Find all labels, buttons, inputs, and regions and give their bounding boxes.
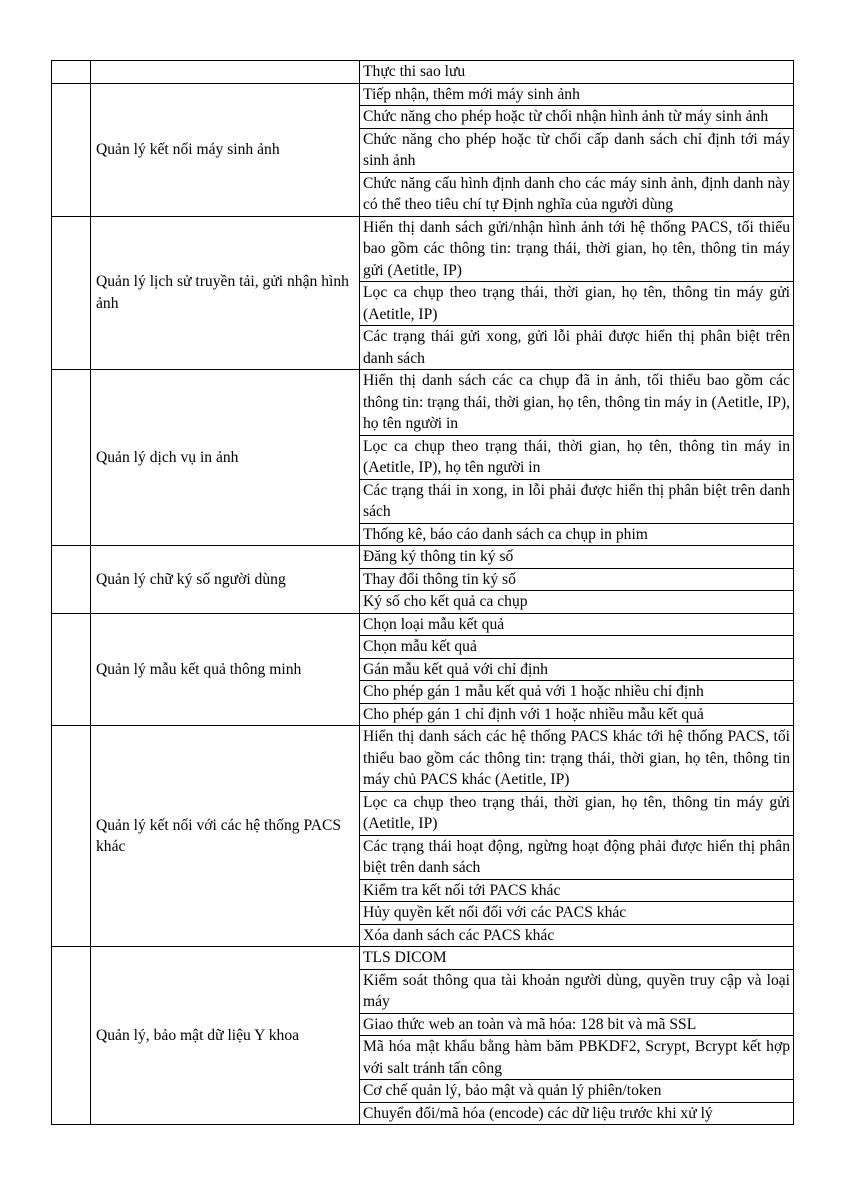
requirement-cell: Chức năng cấu hình định danh cho các máy sinh ảnh, định danh này có thể theo tiêu chí tự Định nghĩa của người dùng bbox=[360, 172, 794, 216]
requirement-cell: Lọc ca chụp theo trạng thái, thời gian, họ tên, thông tin máy gửi (Aetitle, IP) bbox=[360, 282, 794, 326]
table-row bbox=[52, 83, 794, 106]
index-cell bbox=[52, 613, 91, 726]
table-row bbox=[52, 947, 794, 970]
requirement-cell: Hiển thị danh sách gửi/nhận hình ảnh tới hệ thống PACS, tối thiểu bao gồm các thông tin: trạng thái, thời gian, họ tên, thông tin máy gửi (Aetitle, IP) bbox=[360, 216, 794, 282]
requirements-table bbox=[51, 60, 794, 1125]
requirement-cell: Cơ chế quản lý, bảo mật và quản lý phiên/token bbox=[360, 1080, 794, 1103]
requirement-cell: Thay đổi thông tin ký số bbox=[360, 568, 794, 591]
requirement-cell: Tiếp nhận, thêm mới máy sinh ảnh bbox=[360, 83, 794, 106]
table-row bbox=[52, 370, 794, 436]
group-cell: Quản lý chữ ký số người dùng bbox=[91, 546, 360, 614]
requirement-cell: Hiển thị danh sách các ca chụp đã in ảnh, tối thiểu bao gồm các thông tin: trạng thái, thời gian, họ tên, thông tin máy in (Aetitle, IP), họ tên người in bbox=[360, 370, 794, 436]
table-row bbox=[52, 61, 794, 84]
index-cell bbox=[52, 726, 91, 947]
requirement-cell: Chuyển đổi/mã hóa (encode) các dữ liệu trước khi xử lý bbox=[360, 1102, 794, 1125]
requirement-cell: Cho phép gán 1 chỉ định với 1 hoặc nhiều mẫu kết quả bbox=[360, 703, 794, 726]
group-cell: Quản lý dịch vụ in ảnh bbox=[91, 370, 360, 546]
requirement-cell: Ký số cho kết quả ca chụp bbox=[360, 591, 794, 614]
requirement-cell: Chức năng cho phép hoặc từ chối cấp danh sách chỉ định tới máy sinh ảnh bbox=[360, 128, 794, 172]
group-cell bbox=[91, 61, 360, 84]
group-cell: Quản lý, bảo mật dữ liệu Y khoa bbox=[91, 947, 360, 1125]
requirement-cell: Gán mẫu kết quả với chỉ định bbox=[360, 658, 794, 681]
table-row bbox=[52, 216, 794, 282]
requirement-cell: Đăng ký thông tin ký số bbox=[360, 546, 794, 569]
requirement-cell: Kiểm soát thông qua tài khoản người dùng, quyền truy cập và loại máy bbox=[360, 969, 794, 1013]
requirement-cell: Thống kê, báo cáo danh sách ca chụp in phim bbox=[360, 523, 794, 546]
requirement-cell: Các trạng thái gửi xong, gửi lỗi phải được hiển thị phân biệt trên danh sách bbox=[360, 326, 794, 370]
requirement-cell: Chọn loại mẫu kết quả bbox=[360, 613, 794, 636]
requirement-cell: Xóa danh sách các PACS khác bbox=[360, 924, 794, 947]
requirement-cell: Cho phép gán 1 mẫu kết quả với 1 hoặc nhiều chỉ định bbox=[360, 681, 794, 704]
requirement-cell: Thực thi sao lưu bbox=[360, 61, 794, 84]
requirement-cell: Chức năng cho phép hoặc từ chối nhận hình ảnh từ máy sinh ảnh bbox=[360, 106, 794, 129]
table-row bbox=[52, 613, 794, 636]
table-body bbox=[52, 61, 794, 1125]
index-cell bbox=[52, 546, 91, 614]
requirement-cell: Chọn mẫu kết quả bbox=[360, 636, 794, 659]
requirement-cell: TLS DICOM bbox=[360, 947, 794, 970]
requirement-cell: Giao thức web an toàn và mã hóa: 128 bit và mã SSL bbox=[360, 1013, 794, 1036]
table-row bbox=[52, 726, 794, 792]
requirement-cell: Các trạng thái in xong, in lỗi phải được hiển thị phân biệt trên danh sách bbox=[360, 479, 794, 523]
index-cell bbox=[52, 83, 91, 216]
requirement-cell: Hủy quyền kết nối đối với các PACS khác bbox=[360, 902, 794, 925]
group-cell: Quản lý mẫu kết quả thông minh bbox=[91, 613, 360, 726]
group-cell: Quản lý kết nối máy sinh ảnh bbox=[91, 83, 360, 216]
index-cell bbox=[52, 370, 91, 546]
table-row bbox=[52, 546, 794, 569]
requirement-cell: Lọc ca chụp theo trạng thái, thời gian, họ tên, thông tin máy in (Aetitle, IP), họ tên người in bbox=[360, 435, 794, 479]
requirement-cell: Hiển thị danh sách các hệ thống PACS khác tới hệ thống PACS, tối thiểu bao gồm các thông tin: trạng thái, thời gian, họ tên, thông tin máy chủ PACS khác (Aetitle, IP) bbox=[360, 726, 794, 792]
group-cell: Quản lý kết nối với các hệ thống PACS khác bbox=[91, 726, 360, 947]
index-cell bbox=[52, 61, 91, 84]
document-page bbox=[51, 60, 793, 1125]
requirement-cell: Lọc ca chụp theo trạng thái, thời gian, họ tên, thông tin máy gửi (Aetitle, IP) bbox=[360, 791, 794, 835]
requirement-cell: Mã hóa mật khẩu bằng hàm băm PBKDF2, Scrypt, Bcrypt kết hợp với salt tránh tấn công bbox=[360, 1036, 794, 1080]
index-cell bbox=[52, 216, 91, 370]
group-cell: Quản lý lịch sử truyền tải, gửi nhận hình ảnh bbox=[91, 216, 360, 370]
requirement-cell: Kiểm tra kết nối tới PACS khác bbox=[360, 879, 794, 902]
requirement-cell: Các trạng thái hoạt động, ngừng hoạt động phải được hiển thị phân biệt trên danh sách bbox=[360, 835, 794, 879]
index-cell bbox=[52, 947, 91, 1125]
